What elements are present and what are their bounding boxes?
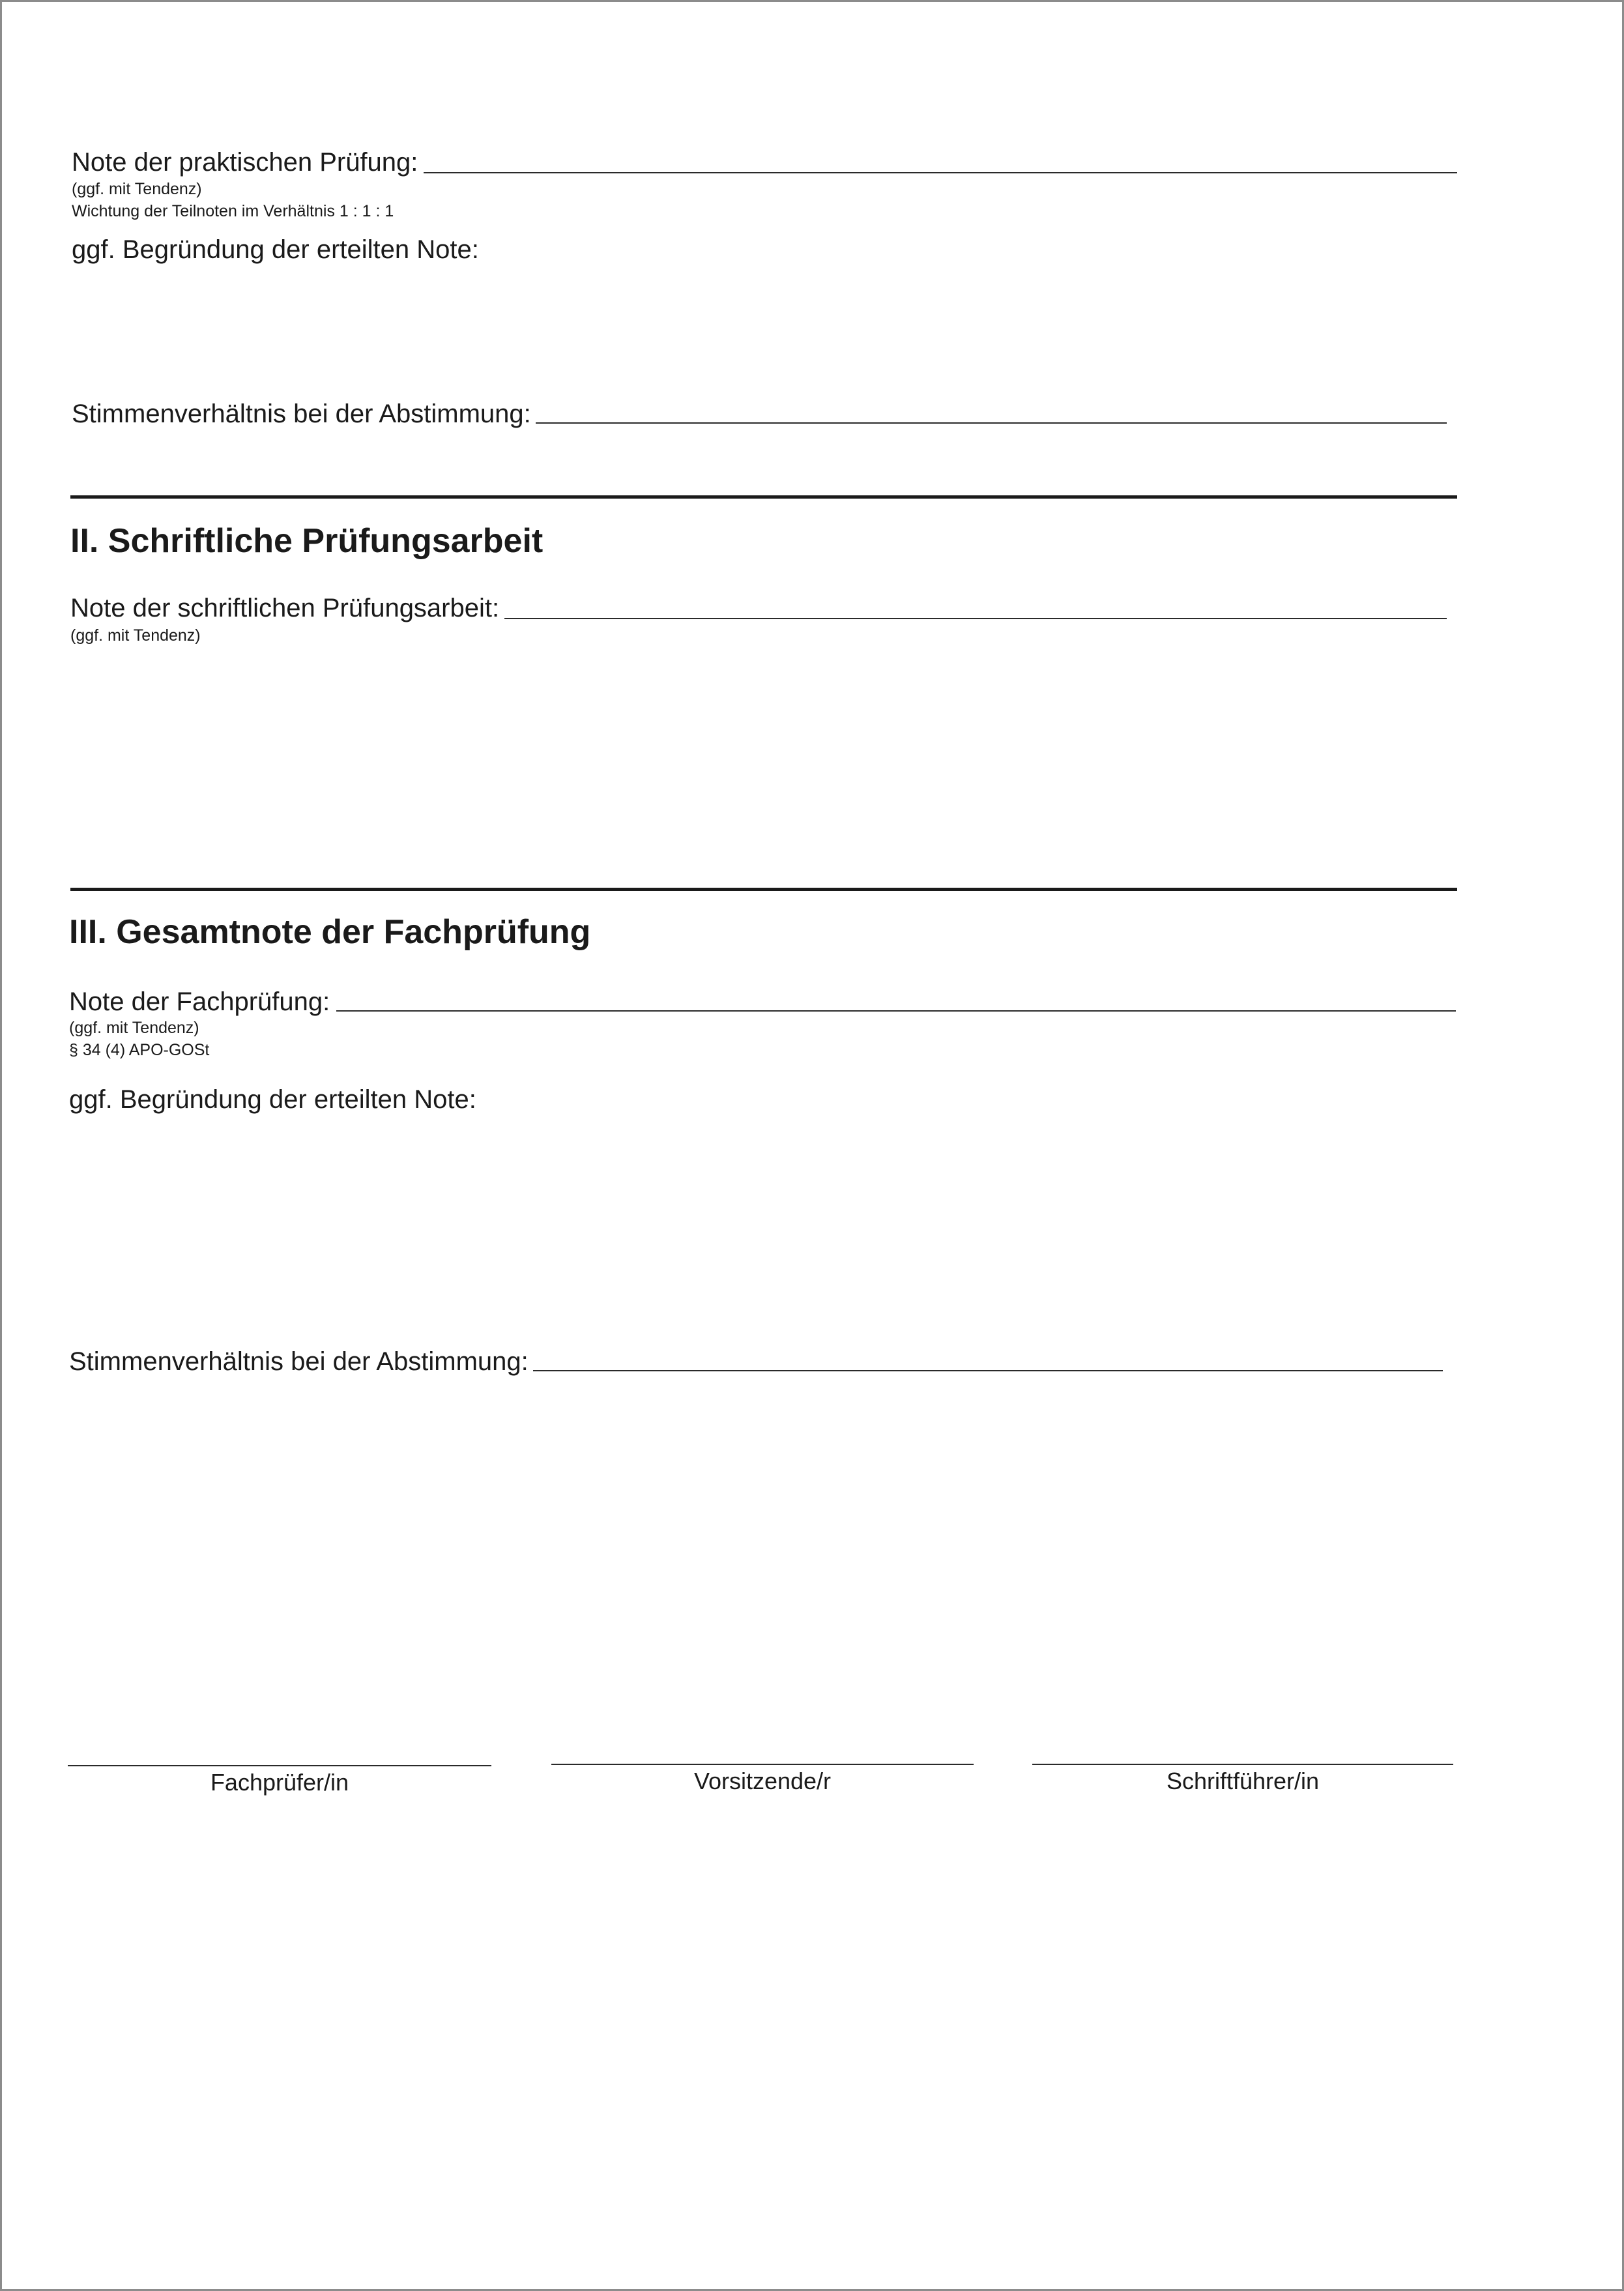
justification-label: ggf. Begründung der erteilten Note: (72, 235, 479, 264)
vote-field[interactable] (536, 422, 1447, 424)
practical-grade-field[interactable] (424, 172, 1457, 173)
signature-line-examiner[interactable] (68, 1765, 491, 1766)
practical-grade-label: Note der praktischen Prüfung: (72, 148, 418, 177)
legal-reference: § 34 (4) APO-GOSt (69, 1041, 210, 1059)
section-divider (70, 888, 1457, 891)
section-heading-total: III. Gesamtnote der Fachprüfung (69, 913, 591, 951)
signature-line-chair[interactable] (551, 1764, 974, 1765)
tendency-note: (ggf. mit Tendenz) (69, 1019, 199, 1037)
tendency-note: (ggf. mit Tendenz) (72, 180, 202, 198)
vote-label: Stimmenverhältnis bei der Abstimmung: (69, 1347, 529, 1376)
signature-label-secretary: Schriftführer/in (1166, 1768, 1320, 1794)
signature-line-secretary[interactable] (1032, 1764, 1453, 1765)
signature-label-examiner: Fachprüfer/in (210, 1769, 349, 1796)
weighting-note: Wichtung der Teilnoten im Verhältnis 1 : 1 : 1 (72, 202, 394, 220)
vote-field[interactable] (533, 1370, 1443, 1371)
written-grade-label: Note der schriftlichen Prüfungsarbeit: (70, 594, 500, 622)
vote-label: Stimmenverhältnis bei der Abstimmung: (72, 400, 531, 428)
justification-label: ggf. Begründung der erteilten Note: (69, 1085, 476, 1114)
section-heading-written: II. Schriftliche Prüfungsarbeit (70, 522, 544, 560)
justification-area[interactable] (69, 1124, 1456, 1319)
total-grade-label: Note der Fachprüfung: (69, 987, 330, 1016)
total-grade-field[interactable] (336, 1010, 1456, 1012)
justification-area[interactable] (72, 274, 1457, 378)
signature-label-chair: Vorsitzende/r (693, 1768, 832, 1794)
section-divider (70, 495, 1457, 499)
tendency-note: (ggf. mit Tendenz) (70, 626, 201, 645)
written-grade-field[interactable] (504, 618, 1447, 619)
